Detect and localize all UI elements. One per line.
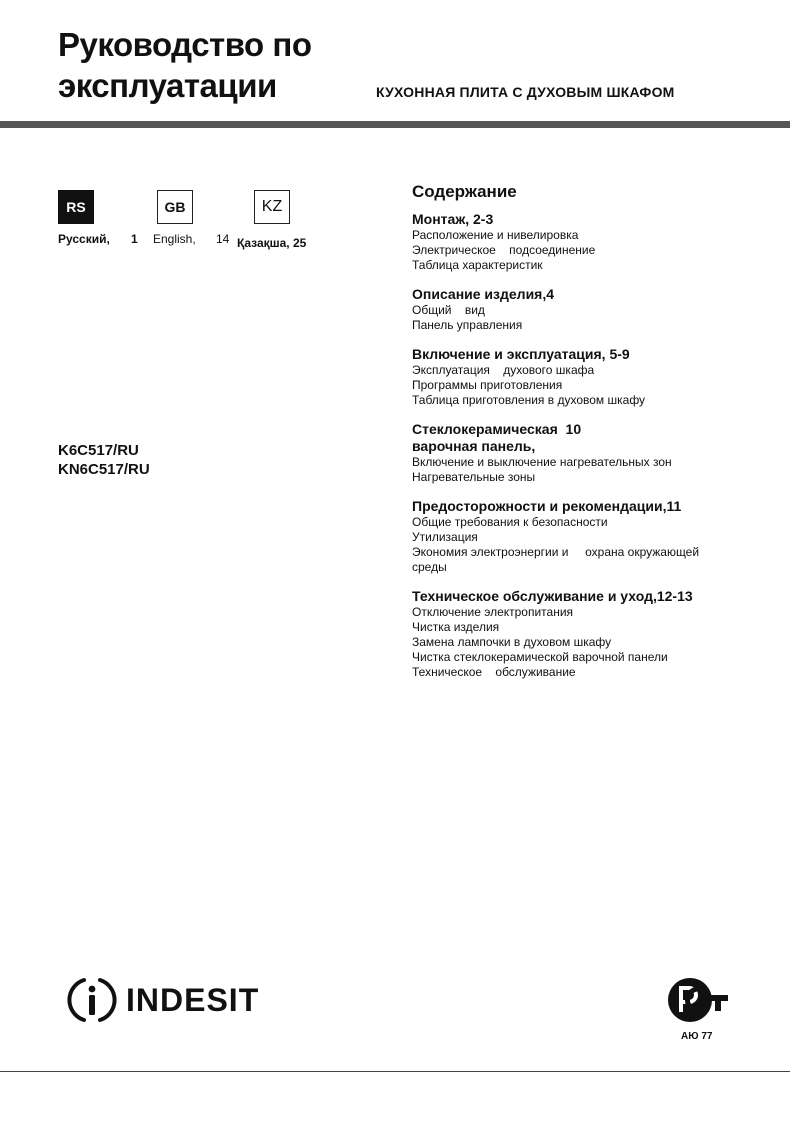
toc-item[interactable]: Расположение и нивелировка xyxy=(412,228,579,242)
lang-page-en: 14 xyxy=(216,232,230,246)
lang-label-kz[interactable]: Қазақша, 25 xyxy=(237,236,307,250)
toc-item[interactable]: Панель управления xyxy=(412,318,523,332)
toc-item[interactable]: Эксплуатация духового шкафа xyxy=(412,363,595,377)
header-divider xyxy=(0,121,790,128)
lang-page-ru: 1 xyxy=(131,232,138,246)
title-line-2: эксплуатации xyxy=(58,67,277,104)
toc-section-title[interactable]: Предосторожности и рекомендации,11 xyxy=(412,498,682,514)
lang-badge-kz[interactable]: KZ xyxy=(254,190,290,224)
toc-section-title[interactable]: Техническое обслуживание и уход,12-13 xyxy=(412,588,693,604)
toc-item[interactable]: Общие требования к безопасности xyxy=(412,515,608,529)
document-title xyxy=(58,24,311,106)
toc-section-title-cont[interactable]: варочная панель, xyxy=(412,438,536,454)
lang-label-en[interactable]: English, xyxy=(153,232,196,246)
toc-item[interactable]: Включение и выключение нагревательных зон xyxy=(412,455,672,469)
footer-divider xyxy=(0,1071,790,1072)
toc-section-description xyxy=(412,286,782,333)
toc-section-installation xyxy=(412,211,782,273)
product-subtitle: КУХОННАЯ ПЛИТА С ДУХОВЫМ ШКАФОМ xyxy=(376,84,675,100)
toc-section-safety xyxy=(412,498,782,575)
toc-heading: Содержание xyxy=(412,182,517,201)
toc-item[interactable]: Утилизация xyxy=(412,530,478,544)
rostest-certification-icon xyxy=(664,974,730,1026)
toc-item[interactable]: Замена лампочки в духовом шкафу xyxy=(412,635,612,649)
toc-section-title[interactable]: Описание изделия,4 xyxy=(412,286,555,302)
toc-item[interactable]: Отключение электропитания xyxy=(412,605,574,619)
brand-name: INDESIT xyxy=(126,981,260,1018)
toc-item[interactable]: Чистка изделия xyxy=(412,620,500,634)
toc-item[interactable]: Таблица характеристик xyxy=(412,258,543,272)
lang-badge-rs[interactable]: RS xyxy=(58,190,94,224)
toc-item[interactable]: Экономия электроэнергии и охрана окружающей xyxy=(412,545,700,559)
toc-section-title[interactable]: Монтаж, 2-3 xyxy=(412,211,494,227)
toc-item[interactable]: Техническое обслуживание xyxy=(412,665,576,679)
toc-section-title[interactable]: Стеклокерамическая 10 xyxy=(412,421,582,437)
indesit-logo xyxy=(66,974,259,1026)
certification-code: АЮ 77 xyxy=(681,1031,713,1042)
model-numbers xyxy=(58,441,150,479)
toc-section-operation xyxy=(412,346,782,408)
indesit-logo-icon xyxy=(66,974,118,1026)
model-number: KN6C517/RU xyxy=(58,461,150,478)
toc-item[interactable]: Чистка стеклокерамической варочной панели xyxy=(412,650,668,664)
toc-item[interactable]: Электрическое подсоединение xyxy=(412,243,596,257)
toc-section-title[interactable]: Включение и эксплуатация, 5-9 xyxy=(412,346,630,362)
toc-item[interactable]: Программы приготовления xyxy=(412,378,563,392)
toc-item[interactable]: Таблица приготовления в духовом шкафу xyxy=(412,393,646,407)
title-line-1: Руководство по xyxy=(58,26,312,63)
toc-section-maintenance xyxy=(412,588,782,680)
lang-label-ru[interactable]: Русский, xyxy=(58,232,110,246)
toc-item[interactable]: Нагревательные зоны xyxy=(412,470,536,484)
toc-item[interactable]: среды xyxy=(412,560,447,574)
table-of-contents xyxy=(412,182,782,693)
lang-badge-gb[interactable]: GB xyxy=(157,190,193,224)
toc-item[interactable]: Общий вид xyxy=(412,303,485,317)
model-number: K6C517/RU xyxy=(58,442,139,459)
toc-section-hob xyxy=(412,421,782,485)
